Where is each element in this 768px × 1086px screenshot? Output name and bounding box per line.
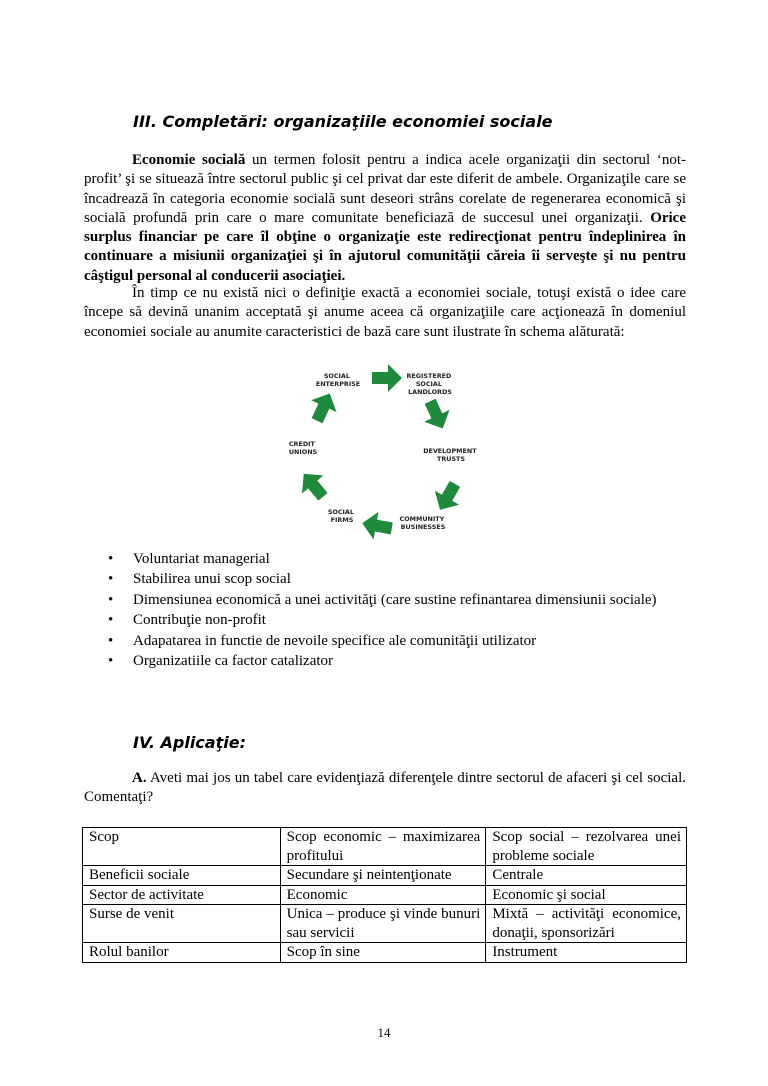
table-cell: Scop social – rezolvarea unei probleme sociale — [486, 828, 687, 866]
table-cell: Sector de activitate — [83, 885, 281, 905]
list-item: • Organizatiile ca factor catalizator — [84, 651, 686, 671]
table-row — [83, 885, 687, 905]
table-cell: Economic şi social — [486, 885, 687, 905]
section-4-heading: IV. Aplicaţie: — [133, 733, 246, 752]
table-row — [83, 943, 687, 963]
table-cell: Scop — [83, 828, 281, 866]
term-economie-sociala: Economie socială — [132, 152, 246, 168]
definition-text: un termen folosit pentru a indica acele organizaţii din sectorul ‘not-profit’ şi se situează între sectorul public şi cel privat dar este diferit de ambele. Organizaţile care se încadrează în categoria economie socială sunt deseori strâns corelate de regenerarea economică şi socială profundă prin care o mare comunitate beneficiază de succesul unei organizaţii. — [84, 152, 686, 226]
table-cell: Secundare şi neintenţionate — [280, 866, 486, 886]
label-social-enterprise: SOCIAL ENTERPRISE — [315, 372, 361, 388]
arrow-trusts-to-businesses — [428, 477, 467, 517]
list-item: • Voluntariat managerial — [84, 549, 686, 569]
social-economy-cycle-diagram — [268, 358, 508, 548]
table-cell: Centrale — [486, 866, 687, 886]
arrow-businesses-to-firms — [360, 509, 394, 542]
arrow-firms-to-unions — [293, 465, 334, 506]
table-row — [83, 905, 687, 943]
table-cell: Unica – produce şi vinde bunuri sau servicii — [280, 905, 486, 943]
paragraph-social-economy-definition — [84, 151, 686, 286]
table-cell: Scop economic – maximizarea profitului — [280, 828, 486, 866]
arrow-unions-to-enterprise — [304, 388, 342, 427]
paragraph-characteristics-intro: În timp ce nu există nici o definiţie exactă a economiei sociale, totuşi există o idee care începe să devină unanim acceptată şi anume aceea că organizaţiile care acţionează în domeniul economiei sociale au anumite caracteristici de bază care sunt ilustrate în schema alăturată: — [84, 285, 686, 340]
table-row — [83, 866, 687, 886]
table-row — [83, 828, 687, 866]
table-cell: Instrument — [486, 943, 687, 963]
label-social-firms: SOCIAL FIRMS — [327, 508, 354, 524]
surplus-statement: Orice surplus financiar pe care îl obţine o organizaţie este redirecţionat pentru îndeplinirea în continuare a misiunii organizaţiei şi în ajutorul comunităţii căreia îi serveşte şi nu pentru câştigul personal al conducerii asociaţiei. — [84, 209, 686, 284]
arrow-landlords-to-trusts — [417, 395, 455, 434]
label-development-trusts: DEVELOPMENT TRUSTS — [423, 447, 477, 463]
list-item: • Dimensiunea economică a unei activităţi (care sustine refinantarea dimensiunii sociale) — [84, 590, 686, 610]
paragraph-application-task — [84, 769, 686, 808]
label-community-businesses: COMMUNITY BUSINESSES — [399, 515, 446, 531]
characteristics-list — [84, 549, 686, 671]
table-cell: Economic — [280, 885, 486, 905]
table-cell: Beneficii sociale — [83, 866, 281, 886]
list-item: • Contribuţie non-profit — [84, 610, 686, 630]
list-item: • Adapatarea in functie de nevoile specifice ale comunităţii utilizator — [84, 631, 686, 651]
section-3-heading: III. Completări: organizaţiile economiei sociale — [133, 112, 553, 131]
label-registered-social-landlords: REGISTERED SOCIAL LANDLORDS — [406, 372, 452, 396]
list-item: • Stabilirea unui scop social — [84, 569, 686, 589]
arrow-enterprise-to-landlords — [372, 364, 402, 392]
table-cell: Surse de venit — [83, 905, 281, 943]
table-cell: Mixtă – activităţi economice, donaţii, sponsorizări — [486, 905, 687, 943]
task-letter: A. — [132, 770, 147, 786]
table-cell: Rolul banilor — [83, 943, 281, 963]
label-credit-unions: CREDIT UNIONS — [288, 440, 318, 456]
sector-comparison-table — [82, 827, 687, 963]
page-number: 14 — [377, 1025, 391, 1040]
task-text: Aveti mai jos un tabel care evidenţiază diferenţele dintre sectorul de afaceri şi cel social. Comentaţi? — [84, 770, 686, 806]
table-cell: Scop în sine — [280, 943, 486, 963]
